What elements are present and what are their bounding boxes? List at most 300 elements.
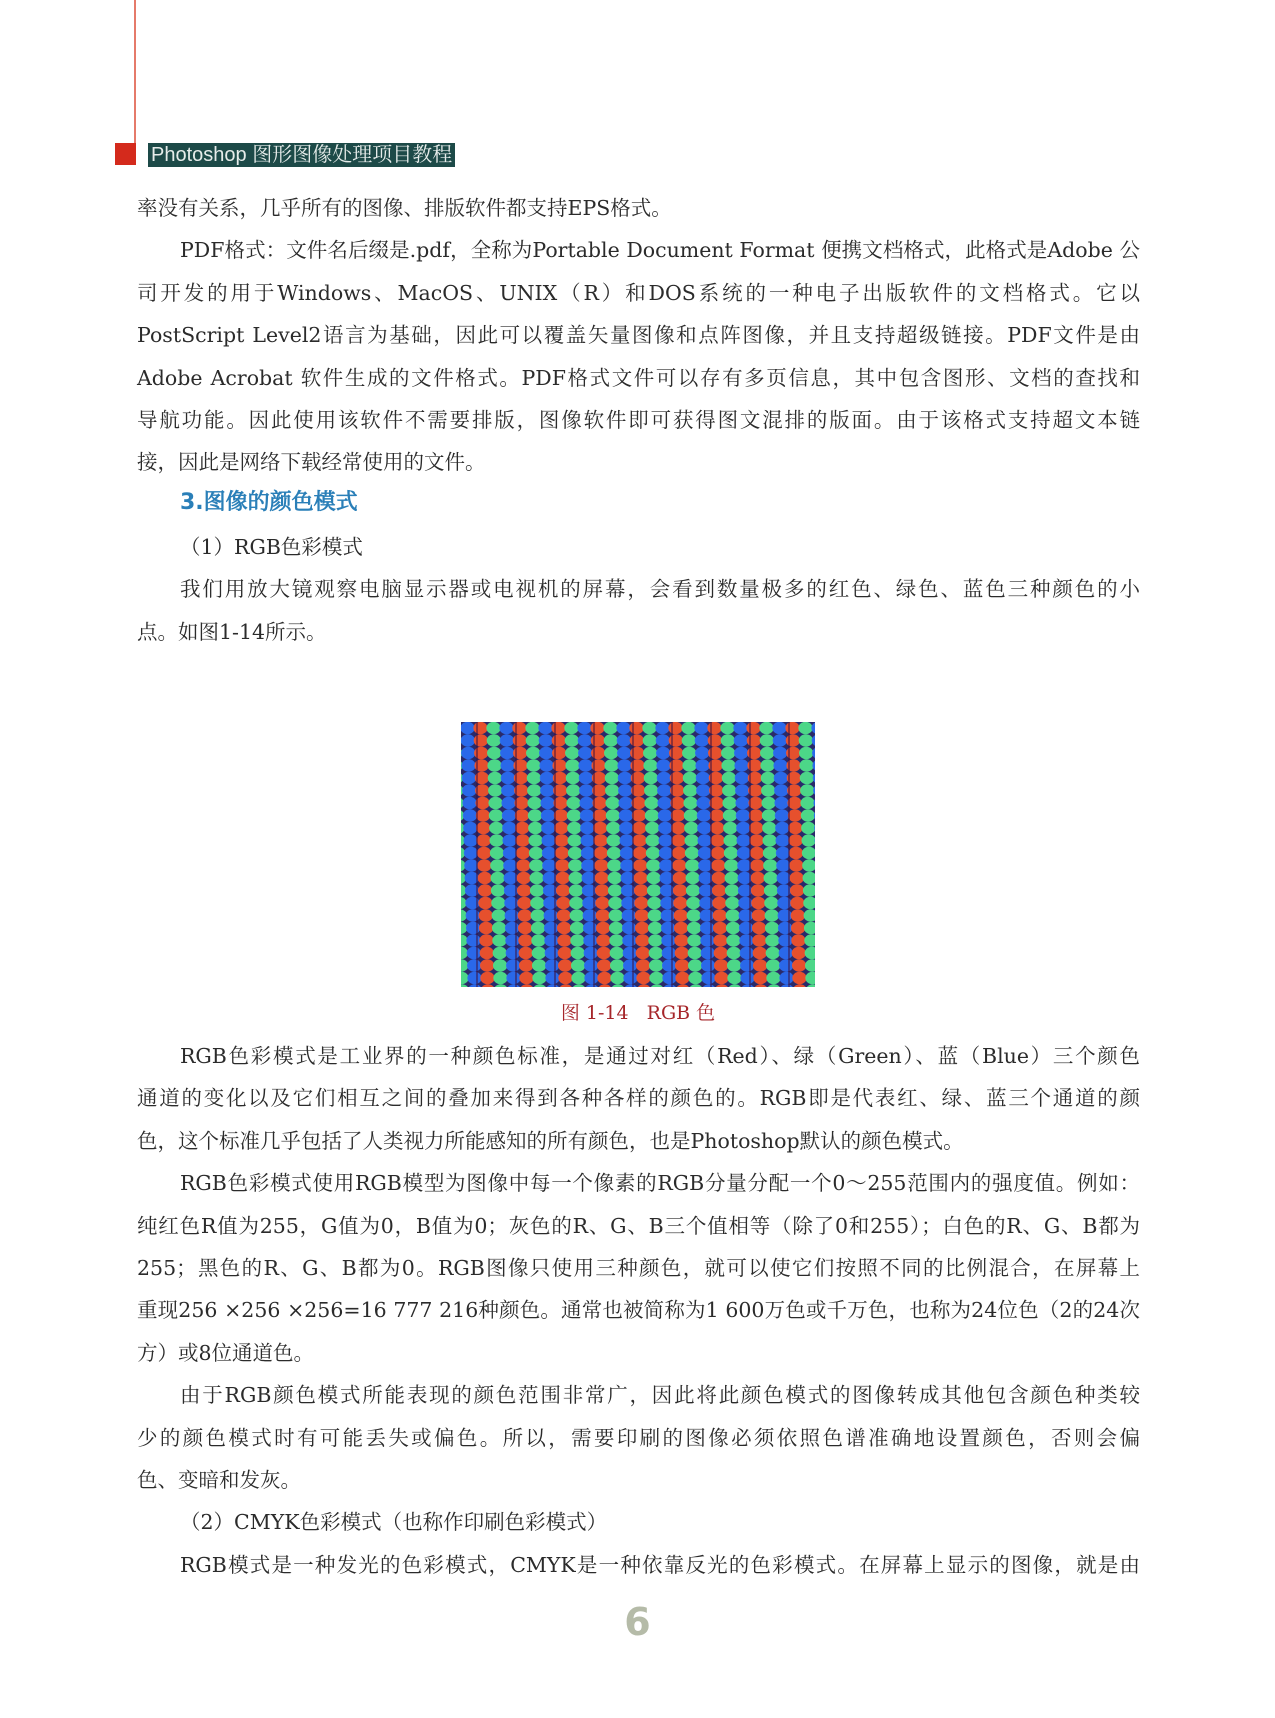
text-line: 司开发的用于Windows、MacOS、UNIX（R）和DOS系统的一种电子出版软件的文档格式。它以: [137, 280, 1140, 305]
subpixel-dot: [618, 772, 632, 784]
subpixel-dot: [596, 909, 610, 921]
subpixel-dot: [723, 822, 737, 834]
subpixel-dot: [529, 834, 543, 846]
subpixel-dot: [687, 909, 701, 921]
subpixel-dot: [776, 834, 790, 846]
subpixel-dot: [566, 797, 580, 809]
subpixel-dot: [657, 797, 671, 809]
subpixel-dot: [584, 972, 598, 984]
subpixel-dot: [528, 822, 542, 834]
subpixel-dot: [477, 859, 491, 871]
subpixel-dot: [594, 847, 608, 859]
subpixel-dot: [565, 759, 579, 771]
subpixel-dot: [662, 947, 676, 959]
subpixel-dot: [800, 784, 814, 796]
subpixel-dot: [674, 909, 688, 921]
text-line: 我们用放大镜观察电脑显示器或电视机的屏幕，会看到数量极多的红色、绿色、蓝色三种颜色的小: [180, 577, 1140, 602]
subpixel-dot: [722, 784, 736, 796]
subpixel-dot: [687, 922, 701, 934]
text-line: RGB模式是一种发光的色彩模式，CMYK是一种依靠反光的色彩模式。在屏幕上显示的图像，就是由: [180, 1552, 1140, 1577]
subpixel-dot: [681, 722, 695, 734]
stripe-gap: [749, 722, 751, 987]
subpixel-dot: [528, 809, 542, 821]
subpixel-dot: [629, 722, 643, 734]
subpixel-dot: [499, 722, 513, 734]
subpixel-dot: [775, 809, 789, 821]
subpixel-dot: [591, 734, 605, 746]
subpixel-dot: [467, 959, 481, 971]
subpixel-dot: [487, 747, 501, 759]
subpixel-dot: [740, 959, 754, 971]
subpixel-dot: [788, 822, 802, 834]
subpixel-dot: [708, 734, 722, 746]
subpixel-dot: [545, 972, 559, 984]
subpixel-dot: [526, 734, 540, 746]
subpixel-dot: [594, 834, 608, 846]
subpixel-dot: [712, 884, 726, 896]
subpixel-dot: [505, 934, 519, 946]
subpixel-dot: [581, 834, 595, 846]
subpixel-dot: [609, 922, 623, 934]
subpixel-dot: [502, 822, 516, 834]
subpixel-dot: [801, 809, 815, 821]
subpixel-dot: [487, 734, 501, 746]
subpixel-dot: [673, 897, 687, 909]
subpixel-dot: [569, 884, 583, 896]
figure-rgb-subpixels: [461, 722, 815, 987]
subpixel-dot: [501, 784, 515, 796]
subpixel-dot: [461, 734, 475, 746]
subpixel-dot: [661, 934, 675, 946]
subpixel-dot: [760, 734, 774, 746]
subpixel-dot: [477, 847, 491, 859]
subpixel-dot: [633, 834, 647, 846]
subpixel-dot: [760, 759, 774, 771]
subpixel-dot: [791, 909, 805, 921]
subpixel-dot: [662, 959, 676, 971]
subpixel-dot: [685, 834, 699, 846]
subpixel-dot: [571, 972, 585, 984]
subpixel-dot: [503, 834, 517, 846]
subpixel-dot: [578, 759, 592, 771]
subpixel-dot: [673, 872, 687, 884]
subpixel-dot: [532, 959, 546, 971]
subpixel-dot: [661, 922, 675, 934]
subpixel-dot: [567, 822, 581, 834]
subpixel-dot: [558, 947, 572, 959]
subpixel-dot: [722, 797, 736, 809]
text-line: 点。如图1-14所示。: [137, 619, 327, 644]
subpixel-dot: [500, 734, 514, 746]
subpixel-dot: [607, 834, 621, 846]
subpixel-dot: [765, 909, 779, 921]
subpixel-dot: [749, 822, 763, 834]
subpixel-dot: [542, 834, 556, 846]
subpixel-dot: [724, 834, 738, 846]
subpixel-dot: [682, 759, 696, 771]
subpixel-dot: [623, 947, 637, 959]
subpixel-dot: [656, 734, 670, 746]
subpixel-dot: [462, 784, 476, 796]
subpixel-dot: [636, 947, 650, 959]
subpixel-dot: [619, 822, 633, 834]
subpixel-dot: [773, 747, 787, 759]
subpixel-dot: [659, 834, 673, 846]
subpixel-dot: [555, 834, 569, 846]
subpixel-dot: [476, 822, 490, 834]
subpixel-dot: [750, 847, 764, 859]
subpixel-dot: [517, 872, 531, 884]
subpixel-dot: [713, 922, 727, 934]
subpixel-dot: [764, 872, 778, 884]
subpixel-dot: [760, 747, 774, 759]
subpixel-dot: [799, 734, 813, 746]
subpixel-dot: [720, 722, 734, 734]
subpixel-dot: [790, 897, 804, 909]
subpixel-dot: [668, 722, 682, 734]
subpixel-dot: [645, 809, 659, 821]
subpixel-dot: [673, 884, 687, 896]
subpixel-dot: [711, 834, 725, 846]
subpixel-dot: [584, 947, 598, 959]
subpixel-dot: [657, 772, 671, 784]
subpixel-dot: [501, 797, 515, 809]
subpixel-dot: [491, 872, 505, 884]
subpixel-dot: [734, 747, 748, 759]
subpixel-dot: [596, 934, 610, 946]
subpixel-dot: [595, 897, 609, 909]
subpixel-dot: [647, 897, 661, 909]
subpixel-dot: [647, 884, 661, 896]
text-line: Adobe Acrobat 软件生成的文件格式。PDF格式文件可以存有多页信息，其中包含图形、文档的查找和: [137, 365, 1140, 390]
subpixel-dot: [609, 909, 623, 921]
subpixel-dot: [713, 909, 727, 921]
subpixel-dot: [604, 747, 618, 759]
subpixel-dot: [622, 922, 636, 934]
text-line: 纯红色R值为255，G值为0，B值为0；灰色的R、G、B三个值相等（除了0和255）；白色的R、G、B都为: [137, 1213, 1140, 1238]
subpixel-dot: [740, 972, 754, 984]
subpixel-dot: [593, 822, 607, 834]
subpixel-dot: [752, 909, 766, 921]
subpixel-dot: [675, 947, 689, 959]
subpixel-dot: [610, 947, 624, 959]
subpixel-dot: [774, 797, 788, 809]
subpixel-dot: [642, 722, 656, 734]
subpixel-dot: [798, 722, 812, 734]
subpixel-dot: [645, 822, 659, 834]
subpixel-dot: [491, 897, 505, 909]
subpixel-dot: [506, 947, 520, 959]
subpixel-dot: [558, 972, 572, 984]
subpixel-dot: [750, 859, 764, 871]
subpixel-dot: [727, 972, 741, 984]
subpixel-dot: [502, 809, 516, 821]
stripe-gap: [476, 722, 478, 987]
subpixel-dot: [489, 822, 503, 834]
subpixel-dot: [462, 797, 476, 809]
subpixel-dot: [779, 959, 793, 971]
subpixel-dot: [634, 872, 648, 884]
subpixel-dot: [519, 972, 533, 984]
text-line: 导航功能。因此使用该软件不需要排版，图像软件即可获得图文混排的版面。由于该格式支持超文本链: [137, 408, 1140, 432]
subpixel-dot: [571, 947, 585, 959]
text-line: （1）RGB色彩模式: [180, 535, 363, 559]
subpixel-dot: [619, 809, 633, 821]
subpixel-dot: [516, 859, 530, 871]
subpixel-dot: [734, 734, 748, 746]
subpixel-dot: [766, 947, 780, 959]
subpixel-dot: [766, 972, 780, 984]
stripe-gap: [710, 722, 712, 987]
subpixel-dot: [579, 784, 593, 796]
subpixel-dot: [538, 722, 552, 734]
subpixel-dot: [478, 884, 492, 896]
subpixel-dot: [714, 947, 728, 959]
subpixel-dot: [726, 934, 740, 946]
text-line: 色，这个标准几乎包括了人类视力所能感知的所有颜色，也是Photoshop默认的颜色模式。: [137, 1128, 964, 1153]
subpixel-dot: [672, 834, 686, 846]
subpixel-dot: [762, 822, 776, 834]
subpixel-dot: [725, 872, 739, 884]
subpixel-dot: [688, 959, 702, 971]
subpixel-dot: [648, 934, 662, 946]
subpixel-dot: [519, 947, 533, 959]
subpixel-dot: [556, 872, 570, 884]
subpixel-dot: [636, 959, 650, 971]
subpixel-dot: [646, 834, 660, 846]
subpixel-dot: [477, 834, 491, 846]
subpixel-dot: [488, 772, 502, 784]
subpixel-dot: [774, 772, 788, 784]
subpixel-dot: [618, 797, 632, 809]
subpixel-dot: [697, 822, 711, 834]
subpixel-dot: [723, 809, 737, 821]
subpixel-dot: [474, 734, 488, 746]
subpixel-dot: [566, 784, 580, 796]
subpixel-dot: [554, 822, 568, 834]
subpixel-dot: [774, 784, 788, 796]
subpixel-dot: [570, 909, 584, 921]
subpixel-dot: [492, 909, 506, 921]
subpixel-dot: [675, 972, 689, 984]
subpixel-dot: [646, 859, 660, 871]
subpixel-dot: [463, 809, 477, 821]
subpixel-dot: [714, 959, 728, 971]
subpixel-dot: [540, 784, 554, 796]
subpixel-dot: [635, 934, 649, 946]
subpixel-dot: [710, 822, 724, 834]
subpixel-dot: [735, 797, 749, 809]
subpixel-dot: [786, 734, 800, 746]
subpixel-dot: [789, 859, 803, 871]
subpixel-dot: [607, 847, 621, 859]
subpixel-dot: [789, 834, 803, 846]
subpixel-dot: [603, 722, 617, 734]
header-accent-square: [115, 143, 136, 165]
subpixel-dot: [725, 897, 739, 909]
subpixel-dot: [643, 759, 657, 771]
subpixel-dot: [674, 934, 688, 946]
subpixel-dot: [765, 934, 779, 946]
subpixel-dot: [579, 797, 593, 809]
subpixel-dot: [747, 734, 761, 746]
subpixel-dot: [506, 972, 520, 984]
subpixel-dot: [765, 922, 779, 934]
subpixel-dot: [467, 947, 481, 959]
subpixel-dot: [568, 834, 582, 846]
subpixel-dot: [662, 972, 676, 984]
subpixel-dot: [544, 922, 558, 934]
subpixel-dot: [764, 897, 778, 909]
subpixel-dot: [608, 897, 622, 909]
subpixel-dot: [724, 847, 738, 859]
subpixel-dot: [486, 722, 500, 734]
subpixel-dot: [501, 772, 515, 784]
subpixel-dot: [618, 784, 632, 796]
subpixel-dot: [791, 922, 805, 934]
subpixel-dot: [473, 722, 487, 734]
subpixel-dot: [799, 747, 813, 759]
subpixel-dot: [687, 934, 701, 946]
stripe-gap: [554, 722, 556, 987]
subpixel-dot: [634, 897, 648, 909]
subpixel-dot: [694, 722, 708, 734]
running-header-title: Photoshop 图形图像处理项目教程: [148, 143, 455, 167]
subpixel-dot: [656, 747, 670, 759]
subpixel-dot: [583, 934, 597, 946]
subpixel-dot: [616, 722, 630, 734]
subpixel-dot: [578, 734, 592, 746]
subpixel-dot: [643, 734, 657, 746]
subpixel-dot: [727, 959, 741, 971]
text-line: 255；黑色的R、G、B都为0。RGB图像只使用三种颜色，就可以使它们按照不同的比例混合，在屏幕上: [137, 1256, 1140, 1280]
subpixel-dot: [556, 884, 570, 896]
subpixel-dot: [505, 922, 519, 934]
subpixel-dot: [617, 759, 631, 771]
subpixel-dot: [779, 947, 793, 959]
text-line: 由于RGB颜色模式所能表现的颜色范围非常广，因此将此颜色模式的图像转成其他包含颜色种类较: [180, 1383, 1140, 1408]
subpixel-dot: [540, 797, 554, 809]
subpixel-dot: [696, 784, 710, 796]
subpixel-dot: [617, 747, 631, 759]
subpixel-dot: [658, 809, 672, 821]
subpixel-dot: [683, 772, 697, 784]
subpixel-dot: [700, 922, 714, 934]
subpixel-dot: [557, 909, 571, 921]
subpixel-dot: [492, 922, 506, 934]
subpixel-dot: [478, 897, 492, 909]
subpixel-dot: [713, 934, 727, 946]
subpixel-dot: [519, 959, 533, 971]
subpixel-dot: [608, 872, 622, 884]
subpixel-dot: [529, 859, 543, 871]
subpixel-dot: [734, 759, 748, 771]
subpixel-dot: [636, 972, 650, 984]
subpixel-dot: [778, 922, 792, 934]
subpixel-dot: [480, 947, 494, 959]
section-heading: 3.图像的颜色模式: [180, 490, 358, 515]
subpixel-dot: [569, 872, 583, 884]
stripe-gap: [788, 722, 790, 987]
subpixel-dot: [775, 822, 789, 834]
subpixel-dot: [545, 959, 559, 971]
subpixel-dot: [500, 759, 514, 771]
subpixel-dot: [530, 884, 544, 896]
subpixel-dot: [801, 822, 815, 834]
subpixel-dot: [792, 947, 806, 959]
subpixel-dot: [489, 809, 503, 821]
subpixel-dot: [491, 884, 505, 896]
subpixel-dot: [697, 809, 711, 821]
subpixel-dot: [633, 847, 647, 859]
subpixel-dot: [568, 859, 582, 871]
text-line: （2）CMYK色彩模式（也称作印刷色彩模式）: [180, 1510, 608, 1535]
subpixel-dot: [672, 847, 686, 859]
subpixel-dot: [644, 784, 658, 796]
subpixel-dot: [555, 847, 569, 859]
subpixel-dot: [493, 959, 507, 971]
text-line: 色、变暗和发灰。: [137, 1468, 301, 1492]
subpixel-dot: [712, 897, 726, 909]
subpixel-dot: [655, 722, 669, 734]
subpixel-dot: [724, 859, 738, 871]
subpixel-dot: [773, 734, 787, 746]
subpixel-dot: [696, 772, 710, 784]
subpixel-dot: [648, 909, 662, 921]
subpixel-dot: [527, 784, 541, 796]
subpixel-dot: [462, 772, 476, 784]
subpixel-dot: [596, 922, 610, 934]
subpixel-dot: [532, 972, 546, 984]
subpixel-dot: [630, 734, 644, 746]
subpixel-dot: [726, 909, 740, 921]
subpixel-dot: [674, 922, 688, 934]
margin-rule: [134, 0, 136, 146]
subpixel-dot: [540, 772, 554, 784]
subpixel-dot: [685, 847, 699, 859]
subpixel-dot: [740, 947, 754, 959]
subpixel-dot: [696, 797, 710, 809]
subpixel-dot: [545, 947, 559, 959]
subpixel-dot: [779, 972, 793, 984]
subpixel-dot: [518, 909, 532, 921]
subpixel-dot: [571, 959, 585, 971]
page-number: 6: [624, 1600, 651, 1644]
subpixel-dot: [753, 972, 767, 984]
subpixel-dot: [658, 822, 672, 834]
subpixel-dot: [490, 859, 504, 871]
subpixel-dot: [478, 872, 492, 884]
subpixel-dot: [700, 934, 714, 946]
subpixel-dot: [675, 959, 689, 971]
subpixel-dot: [635, 922, 649, 934]
subpixel-dot: [529, 847, 543, 859]
subpixel-dot: [539, 747, 553, 759]
stripe-gap: [632, 722, 634, 987]
subpixel-dot: [610, 959, 624, 971]
subpixel-dot: [605, 797, 619, 809]
text-line: PostScript Level2语言为基础，因此可以覆盖矢量图像和点阵图像，并且支持超级链接。PDF文件是由: [137, 323, 1140, 348]
subpixel-dot: [557, 922, 571, 934]
subpixel-dot: [635, 909, 649, 921]
subpixel-dot: [580, 809, 594, 821]
subpixel-dot: [518, 922, 532, 934]
subpixel-dot: [463, 822, 477, 834]
subpixel-dot: [544, 934, 558, 946]
subpixel-dot: [736, 822, 750, 834]
subpixel-dot: [752, 922, 766, 934]
subpixel-dot: [714, 972, 728, 984]
